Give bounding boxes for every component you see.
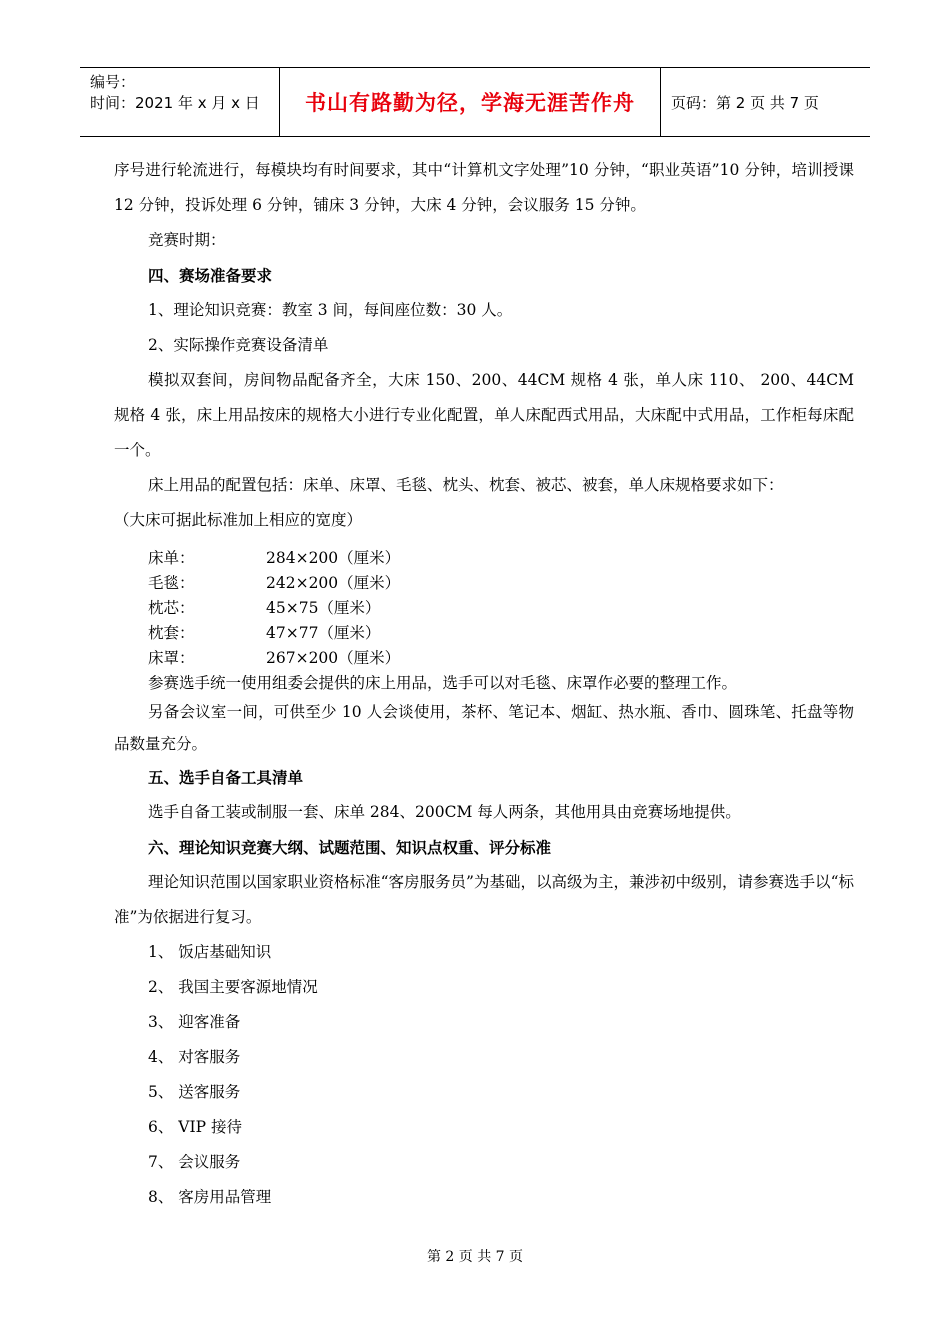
spec-size: 45×75（厘米） — [266, 599, 381, 617]
paragraph-bedding: 床上用品的配置包括：床单、床罩、毛毯、枕头、枕套、被芯、被套，单人床规格要求如下： — [148, 476, 784, 494]
spec-size: 267×200（厘米） — [266, 649, 401, 667]
spec-item: 床罩： — [148, 649, 195, 667]
paragraph-room-setup: 模拟双套间，房间物品配备齐全，大床 150、200、44CM 规格 4 张，单人床 110、 200、44CM 规格 4 张，床上用品按床的规格大小进行专业化配置，单人床配西式用品，大床配中式用品，工作柜每床配一个。 — [114, 371, 854, 459]
spec-row — [148, 621, 400, 646]
paragraph-classrooms: 1、理论知识竞赛：教室 3 间，每间座位数：30 人。 — [148, 301, 513, 319]
list-item: 3、 迎客准备 — [148, 1013, 241, 1031]
spec-item: 枕套： — [148, 624, 195, 642]
section-heading-6: 六、理论知识竞赛大纲、试题范围、知识点权重、评分标准 — [148, 838, 552, 857]
bedding-spec-table — [148, 546, 400, 671]
spec-size: 47×77（厘米） — [266, 624, 381, 642]
header-page-info: 页码：第 2 页 共 7 页 — [671, 93, 819, 112]
list-item: 8、 客房用品管理 — [148, 1188, 272, 1206]
spec-row — [148, 596, 400, 621]
list-item: 6、 VIP 接待 — [148, 1118, 242, 1136]
list-item: 2、 我国主要客源地情况 — [148, 978, 318, 996]
paragraph-equipment-list: 2、实际操作竞赛设备清单 — [148, 336, 329, 354]
paragraph-bedding-provided: 参赛选手统一使用组委会提供的床上用品，选手可以对毛毯、床罩作必要的整理工作。 — [148, 674, 738, 692]
list-item: 5、 送客服务 — [148, 1083, 241, 1101]
paragraph-meeting-room: 另备会议室一间，可供至少 10 人会谈使用，茶杯、笔记本、烟缸、热水瓶、香巾、圆珠笔、托盘等物品数量充分。 — [114, 703, 854, 753]
document-body — [114, 153, 854, 1215]
paragraph-self-tools: 选手自备工装或制服一套、床单 284、200CM 每人两条，其他用具由竞赛场地提供。 — [148, 803, 741, 821]
header-motto: 书山有路勤为径，学海无涯苦作舟 — [280, 68, 661, 136]
spec-item: 枕芯： — [148, 599, 195, 617]
doc-number-label: 编号： — [90, 73, 136, 91]
list-item: 4、 对客服务 — [148, 1048, 241, 1066]
paragraph-timing: 序号进行轮流进行，每模块均有时间要求，其中“计算机文字处理”10 分钟，“职业英语”10 分钟，培训授课 12 分钟，投诉处理 6 分钟，铺床 3 分钟，大床 4 分钟，会议服务 15 分钟。 — [114, 161, 854, 214]
header-meta — [80, 68, 280, 136]
section-heading-5: 五、选手自备工具清单 — [148, 768, 304, 787]
list-item: 1、 饭店基础知识 — [148, 943, 272, 961]
spec-size: 284×200（厘米） — [266, 549, 401, 567]
paragraph-theory-scope: 理论知识范围以国家职业资格标准“客房服务员”为基础，以高级为主，兼涉初中级别，请参赛选手以“标准”为依据进行复习。 — [114, 873, 854, 926]
doc-date-label: 时间：2021 年 x 月 x 日 — [90, 94, 260, 112]
paragraph-bedding-note: （大床可据此标准加上相应的宽度） — [114, 511, 363, 529]
spec-item: 床单： — [148, 549, 195, 567]
topic-list — [114, 935, 854, 1215]
paragraph-period: 竞赛时期： — [148, 231, 226, 249]
section-heading-4: 四、赛场准备要求 — [148, 266, 273, 285]
spec-row — [148, 546, 400, 571]
spec-item: 毛毯： — [148, 574, 195, 592]
spec-size: 242×200（厘米） — [266, 574, 401, 592]
list-item: 7、 会议服务 — [148, 1153, 241, 1171]
page-header — [80, 67, 870, 137]
spec-row — [148, 646, 400, 671]
page-footer: 第 2 页 共 7 页 — [426, 1249, 524, 1265]
spec-row — [148, 571, 400, 596]
